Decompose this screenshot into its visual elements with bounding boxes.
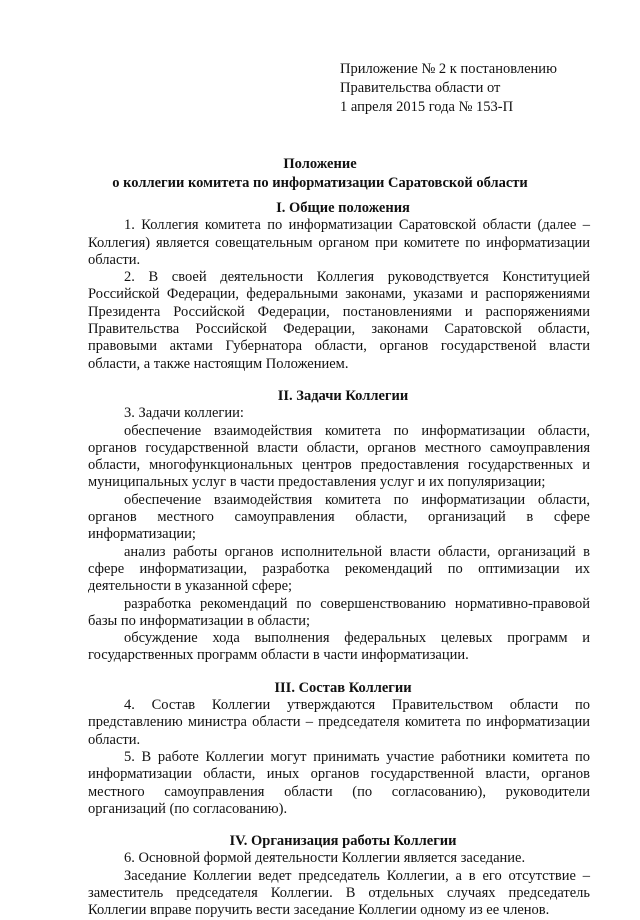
annex-line-1: Приложение № 2 к постановлению: [340, 61, 557, 77]
paragraph: 1. Коллегия комитета по информатизации Саратовской области (далее – Коллегия) является совещательным органом при комитете по информатизации области.: [88, 217, 590, 268]
paragraph: 6. Основной формой деятельности Коллегии является заседание.: [124, 850, 526, 867]
paragraph: разработка рекомендаций по совершенствованию нормативно-правовой базы по информатизации в области;: [88, 595, 590, 629]
annex-line-2: Правительства области от: [340, 80, 501, 96]
paragraph: 2. В своей деятельности Коллегия руководствуется Конституцией Российской Федерации, федеральными законами, указами и распоряжениями Президента Российской Федерации, постановлениями и распоряжениями Правительства Российской Федерации, законами Саратовской области, правовыми актами Губернатора области, органов государственой власти области, а также настоящим Положением.: [88, 269, 590, 372]
document-body: [88, 200, 590, 920]
title-line-1: Положение: [283, 156, 357, 172]
annex-line-3: 1 апреля 2015 года № 153-П: [340, 99, 514, 115]
section-heading-4: IV. Организация работы Коллегии: [229, 833, 457, 850]
paragraph: 4. Состав Коллегии утверждаются Правительством области по представлению министра области – председателя комитета по информатизации области.: [88, 697, 590, 748]
section-heading-3: III. Состав Коллегии: [274, 679, 412, 696]
annex-reference: [340, 60, 630, 117]
paragraph: обсуждение хода выполнения федеральных целевых программ и государственных программ области в части информатизации.: [88, 630, 590, 664]
title-line-2: о коллегии комитета по информатизации Саратовской области: [112, 175, 528, 191]
paragraph: 5. В работе Коллегии могут принимать участие работники комитета по информатизации области, иных органов государственной власти, органов местного самоуправления области (по согласованию), руководители организаций (по согласованию).: [88, 748, 590, 817]
paragraph: анализ работы органов исполнительной власти области, организаций в сфере информатизации, разработка рекомендаций по оптимизации их деятельности в указанной сфере;: [88, 543, 590, 595]
paragraph: 3. Задачи коллегии:: [124, 405, 244, 422]
paragraph: обеспечение взаимодействия комитета по информатизации области, органов местного самоуправления области, организаций в сфере информатизации;: [88, 491, 590, 543]
section-heading-1: I. Общие положения: [276, 200, 410, 216]
paragraph: Заседание Коллегии ведет председатель Коллегии, а в его отсутствие – заместитель председателя Коллегии. В отдельных случаях председатель Коллегии вправе поручить вести заседание Коллегии одному из ее членов.: [88, 867, 590, 919]
document-title: [0, 155, 640, 193]
paragraph: обеспечение взаимодействия комитета по информатизации области, органов государственной власти области, органов местного самоуправления области, многофункциональных центров предоставления государственных и муниципальных услуг в части предоставления услуг и их популяризации;: [88, 422, 590, 491]
section-heading-2: II. Задачи Коллегии: [277, 387, 409, 404]
